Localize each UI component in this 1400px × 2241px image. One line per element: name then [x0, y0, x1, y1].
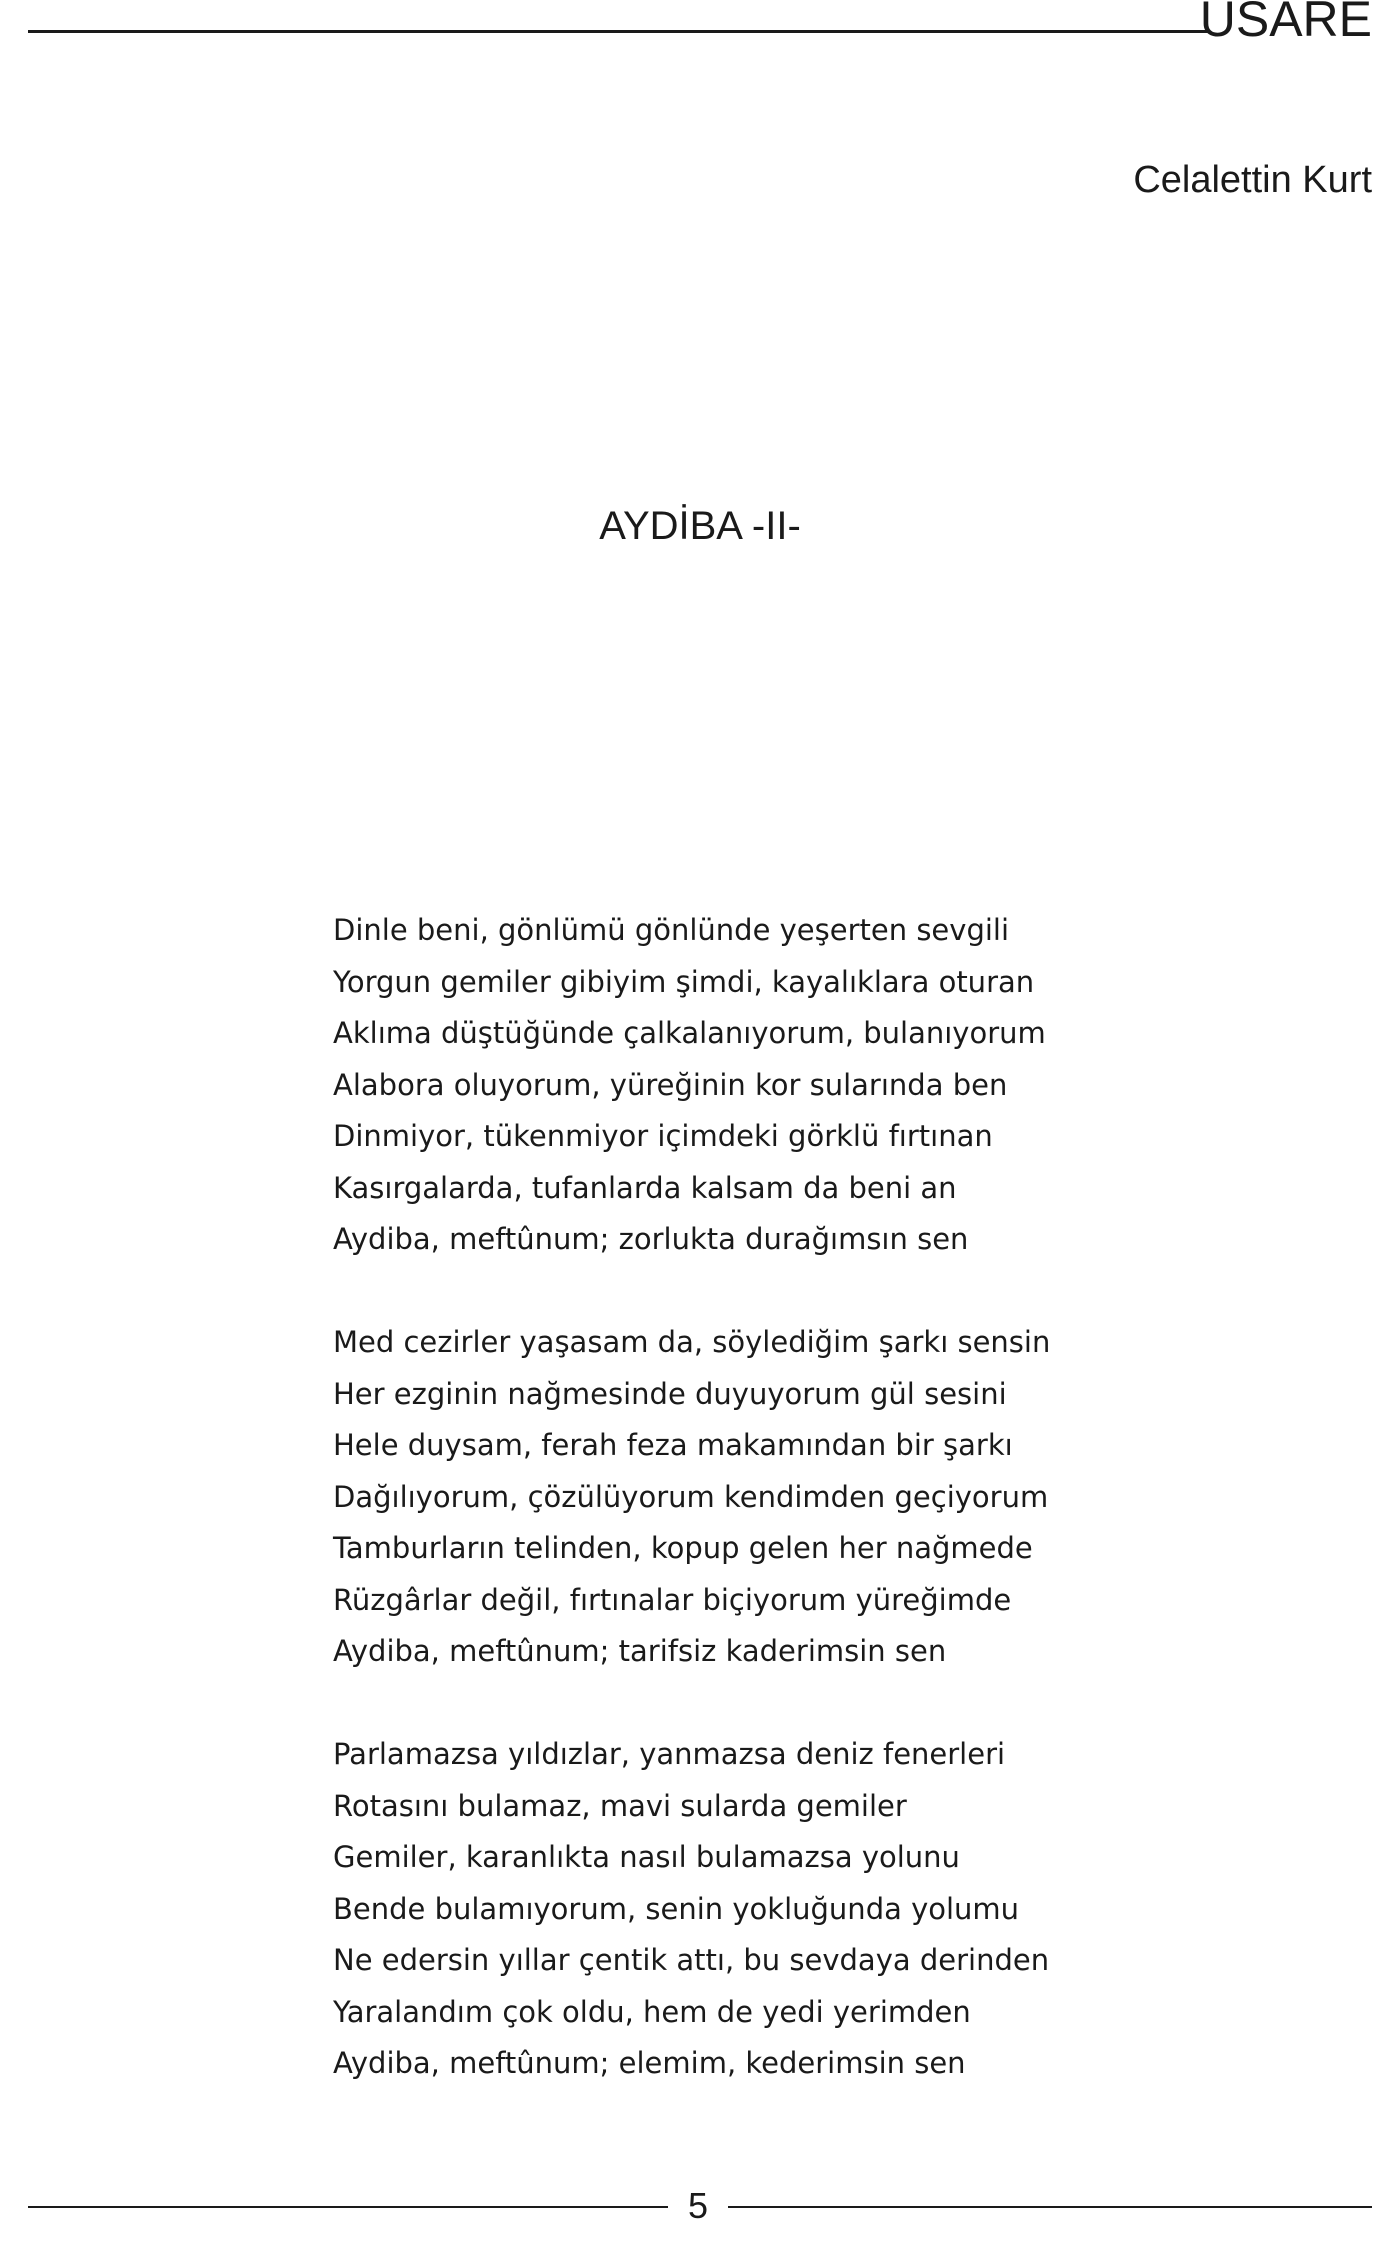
poem-line: Dağılıyorum, çözülüyorum kendimden geçiyorum [333, 1479, 1049, 1514]
poem-line: Alabora oluyorum, yüreğinin kor sularında ben [333, 1067, 1008, 1102]
poem-line: Tamburların telinden, kopup gelen her nağmede [333, 1531, 1033, 1565]
author-name: Celalettin Kurt [1133, 159, 1372, 201]
stanza-1 [333, 905, 1233, 1266]
poem-line: Her ezginin nağmesinde duyuyorum gül sesini [333, 1376, 1007, 1411]
poem-line: Yaralandım çok oldu, hem de yedi yerimden [333, 1994, 971, 2029]
poem-line: Dinmiyor, tükenmiyor içimdeki görklü fırtınan [333, 1119, 993, 1153]
poem-line: Gemiler, karanlıkta nasıl bulamazsa yolunu [333, 1840, 960, 1874]
poem-line: Med cezirler yaşasam da, söylediğim şarkı sensin [333, 1325, 1051, 1359]
footer-rule-left [28, 2206, 668, 2208]
magazine-name: USARE [1199, 0, 1372, 47]
poem-line: Ne edersin yıllar çentik attı, bu sevdaya derinden [333, 1943, 1050, 1977]
footer-rule-right [728, 2206, 1372, 2208]
poem-line: Aydiba, meftûnum; zorlukta durağımsın sen [333, 1222, 969, 1256]
poem-line: Dinle beni, gönlümü gönlünde yeşerten sevgili [333, 913, 1010, 947]
poem-line: Aydiba, meftûnum; elemim, kederimsin sen [333, 2046, 966, 2080]
stanza-2 [333, 1317, 1233, 1678]
poem-line: Kasırgalarda, tufanlarda kalsam da beni an [333, 1170, 957, 1205]
poem-line: Yorgun gemiler gibiyim şimdi, kayalıklara oturan [333, 964, 1035, 999]
poem-line: Rüzgârlar değil, fırtınalar biçiyorum yüreğimde [333, 1582, 1012, 1617]
stanza-3 [333, 1729, 1233, 2090]
poem-line: Bende bulamıyorum, senin yokluğunda yolumu [333, 1891, 1020, 1926]
poem-title: AYDİBA -II- [599, 504, 801, 548]
poem-line: Rotasını bulamaz, mavi sularda gemiler [333, 1788, 907, 1823]
poem-body [333, 905, 1233, 2141]
poem-line: Aklıma düştüğünde çalkalanıyorum, bulanıyorum [333, 1016, 1046, 1050]
header-rule [28, 30, 1208, 33]
poem-line: Hele duysam, ferah feza makamından bir şarkı [333, 1428, 1013, 1462]
poem-line: Aydiba, meftûnum; tarifsiz kaderimsin sen [333, 1634, 947, 1668]
poem-line: Parlamazsa yıldızlar, yanmazsa deniz fenerleri [333, 1737, 1006, 1771]
page-number: 5 [687, 2185, 709, 2226]
